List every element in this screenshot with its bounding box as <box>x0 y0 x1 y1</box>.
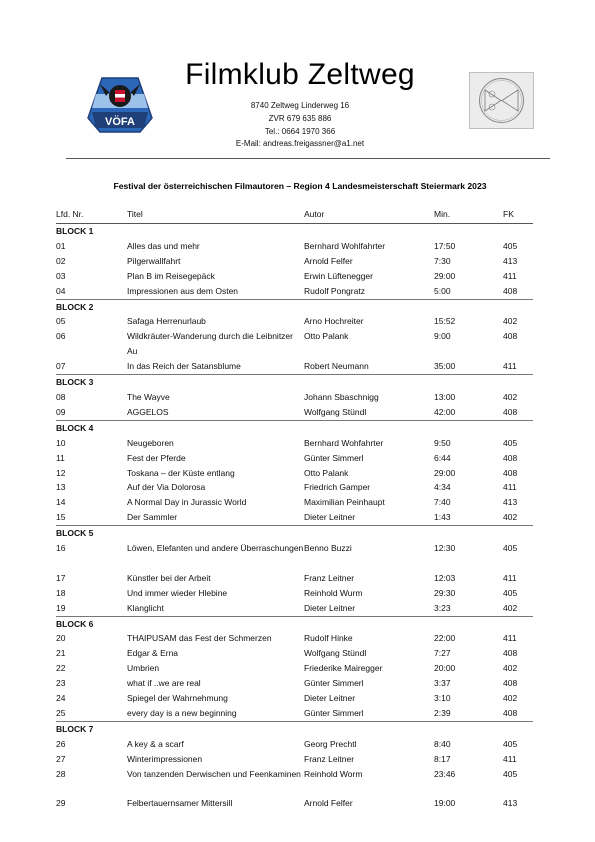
cell-min: 3:23 <box>434 602 451 613</box>
cell-author: Günter Simmerl <box>304 452 364 463</box>
cell-min: 35:00 <box>434 361 456 372</box>
header-divider <box>66 158 550 159</box>
block-header-row <box>56 721 533 736</box>
cell-fk: 411 <box>503 270 517 281</box>
cell-author: Günter Simmerl <box>304 707 364 718</box>
cell-title: Neugeboren <box>127 437 174 448</box>
cell-title: THAIPUSAM das Fest der Schmerzen <box>127 633 272 644</box>
cell-author: Otto Palank <box>304 331 349 342</box>
cell-nr: 17 <box>56 572 66 583</box>
table-row <box>56 752 533 767</box>
table-row <box>56 706 533 721</box>
table-row <box>56 495 533 510</box>
cell-nr: 23 <box>56 678 66 689</box>
cell-nr: 19 <box>56 602 66 613</box>
cell-title: Toskana – der Küste entlang <box>127 467 235 478</box>
cell-title: Plan B im Reisegepäck <box>127 270 215 281</box>
cell-min: 19:00 <box>434 798 456 809</box>
cell-title: Winterimpressionen <box>127 753 203 764</box>
table-row <box>56 601 533 616</box>
cell-author: Bernhard Wohlfahrter <box>304 240 386 251</box>
cell-title: Künstler bei der Arbeit <box>127 572 211 583</box>
cell-title: Auf der Via Dolorosa <box>127 482 206 493</box>
column-header-nr: Lfd. Nr. <box>56 209 84 219</box>
club-title: Filmklub Zeltweg <box>185 58 415 91</box>
cell-title: Löwen, Elefanten und andere Überraschungen <box>127 543 304 554</box>
zvr-number: ZVR 679 635 886 <box>268 114 332 123</box>
cell-min: 8:17 <box>434 753 451 764</box>
column-header-title: Titel <box>127 209 143 219</box>
cell-min: 15:52 <box>434 316 456 327</box>
cell-nr: 13 <box>56 482 66 493</box>
column-header-fk: FK <box>503 209 514 219</box>
table-row <box>56 254 533 269</box>
block-label: BLOCK 6 <box>56 616 533 631</box>
column-header-author: Autor <box>304 209 325 219</box>
cell-fk: 402 <box>503 391 518 402</box>
cell-min: 13:00 <box>434 391 456 402</box>
cell-min: 17:50 <box>434 240 456 251</box>
table-row <box>56 737 533 752</box>
cell-title: Impressionen aus dem Osten <box>127 285 239 296</box>
table-row <box>56 796 533 811</box>
block-label: BLOCK 4 <box>56 420 533 435</box>
cell-min: 6:44 <box>434 452 451 463</box>
cell-nr: 02 <box>56 255 66 266</box>
cell-fk: 408 <box>503 331 518 342</box>
phone-number: Tel.: 0664 1970 366 <box>264 127 336 136</box>
cell-nr: 22 <box>56 663 66 674</box>
film-list-body <box>56 224 533 812</box>
cell-author: Benno Buzzi <box>304 543 352 554</box>
cell-fk: 408 <box>503 406 518 417</box>
address-line: 8740 Zeltweg Linderweg 16 <box>250 101 350 110</box>
cell-fk: 413 <box>503 798 518 809</box>
block-label: BLOCK 2 <box>56 299 533 314</box>
email-address: E-Mail: andreas.freigassner@a1.net <box>235 139 365 148</box>
cell-author: Arnold Felfer <box>304 798 353 809</box>
table-row <box>56 631 533 646</box>
cell-min: 3:37 <box>434 678 451 689</box>
cell-nr: 27 <box>56 753 66 764</box>
cell-fk: 405 <box>503 587 518 598</box>
cell-author: Günter Simmerl <box>304 678 364 689</box>
cell-fk: 411 <box>503 361 517 372</box>
cell-nr: 21 <box>56 648 66 659</box>
cell-min: 12:03 <box>434 572 456 583</box>
cell-nr: 03 <box>56 270 66 281</box>
cell-title: A key & a scarf <box>127 738 184 749</box>
cell-nr: 09 <box>56 406 66 417</box>
cell-min: 20:00 <box>434 663 456 674</box>
cell-title: Der Sammler <box>127 512 178 523</box>
cell-title: what if ..we are real <box>127 678 201 689</box>
cell-author: Reinhold Worm <box>304 768 363 779</box>
cell-nr: 06 <box>56 331 66 342</box>
table-row <box>56 541 533 571</box>
cell-nr: 28 <box>56 768 66 779</box>
cell-fk: 411 <box>503 572 517 583</box>
cell-title: Von tanzenden Derwischen und Feenkaminen <box>127 768 301 779</box>
cell-title: Felbertauernsamer Mittersill <box>127 798 233 809</box>
film-emblem-icon <box>469 72 534 129</box>
cell-fk: 408 <box>503 678 518 689</box>
cell-title: A Normal Day in Jurassic World <box>127 497 247 508</box>
cell-author: Reinhold Wurm <box>304 587 363 598</box>
table-row <box>56 269 533 284</box>
table-row <box>56 661 533 676</box>
block-label: BLOCK 3 <box>56 375 533 390</box>
cell-fk: 413 <box>503 255 518 266</box>
block-label: BLOCK 1 <box>56 224 533 239</box>
voefa-logo-text: VÖFA <box>105 116 135 128</box>
table-row <box>56 390 533 405</box>
cell-nr: 20 <box>56 633 66 644</box>
cell-fk: 411 <box>503 753 517 764</box>
table-row <box>56 284 533 299</box>
table-row <box>56 767 533 797</box>
cell-nr: 14 <box>56 497 66 508</box>
cell-min: 7:40 <box>434 497 451 508</box>
cell-author: Dieter Leitner <box>304 693 356 704</box>
cell-title: Und immer wieder Hlebine <box>127 587 228 598</box>
cell-min: 29:30 <box>434 587 456 598</box>
cell-title: Spiegel der Wahrnehmung <box>127 693 228 704</box>
cell-author: Wolfgang Stündl <box>304 648 367 659</box>
cell-author: Friedrich Gamper <box>304 482 371 493</box>
cell-fk: 408 <box>503 648 518 659</box>
cell-fk: 411 <box>503 482 517 493</box>
table-row <box>56 691 533 706</box>
table-row <box>56 466 533 481</box>
table-row <box>56 480 533 495</box>
cell-min: 1:43 <box>434 512 451 523</box>
cell-min: 42:00 <box>434 406 456 417</box>
cell-fk: 405 <box>503 437 518 448</box>
film-list-table <box>56 208 533 811</box>
cell-author: Arnold Felfer <box>304 255 353 266</box>
table-row <box>56 239 533 254</box>
block-header-row <box>56 375 533 390</box>
cell-min: 4:34 <box>434 482 451 493</box>
table-row <box>56 676 533 691</box>
table-header-row <box>56 208 533 224</box>
cell-nr: 26 <box>56 738 66 749</box>
cell-fk: 408 <box>503 285 518 296</box>
cell-fk: 402 <box>503 512 518 523</box>
cell-min: 2:39 <box>434 707 451 718</box>
cell-title: AGGELOS <box>127 406 169 417</box>
cell-fk: 402 <box>503 693 518 704</box>
cell-title: every day is a new beginning <box>127 707 237 718</box>
cell-title: Fest der Pferde <box>127 452 186 463</box>
cell-min: 29:00 <box>434 467 456 478</box>
cell-min: 12:30 <box>434 543 456 554</box>
cell-min: 9:00 <box>434 331 451 342</box>
cell-author: Dieter Leitner <box>304 602 356 613</box>
table-row <box>56 451 533 466</box>
cell-nr: 29 <box>56 798 66 809</box>
cell-title: Wildkräuter-Wanderung durch die Leibnitzer Au <box>127 331 293 357</box>
cell-author: Dieter Leitner <box>304 512 356 523</box>
cell-fk: 405 <box>503 768 518 779</box>
cell-fk: 413 <box>503 497 518 508</box>
cell-nr: 01 <box>56 240 66 251</box>
cell-nr: 10 <box>56 437 66 448</box>
cell-min: 3:10 <box>434 693 451 704</box>
festival-title: Festival der österreichischen Filmautoren – Region 4 Landesmeisterschaft Steiermark 2023 <box>113 181 487 191</box>
cell-title: Klanglicht <box>127 602 164 613</box>
block-header-row <box>56 526 533 541</box>
cell-title: In das Reich der Satansblume <box>127 361 241 372</box>
cell-fk: 405 <box>503 543 518 554</box>
table-row <box>56 405 533 420</box>
cell-author: Wolfgang Stündl <box>304 406 367 417</box>
table-row <box>56 359 533 374</box>
table-row <box>56 314 533 329</box>
cell-title: Safaga Herrenurlaub <box>127 316 206 327</box>
cell-nr: 08 <box>56 391 66 402</box>
cell-fk: 405 <box>503 240 518 251</box>
cell-min: 8:40 <box>434 738 451 749</box>
cell-author: Friederike Mairegger <box>304 663 383 674</box>
table-row <box>56 510 533 525</box>
cell-author: Erwin Lüftenegger <box>304 270 373 281</box>
cell-title: Edgar & Erna <box>127 648 179 659</box>
cell-nr: 25 <box>56 707 66 718</box>
block-label: BLOCK 7 <box>56 721 533 736</box>
table-row <box>56 646 533 661</box>
table-row <box>56 329 533 359</box>
cell-nr: 24 <box>56 693 66 704</box>
block-header-row <box>56 616 533 631</box>
cell-author: Johann Sbaschnigg <box>304 391 379 402</box>
cell-title: Alles das und mehr <box>127 240 200 251</box>
cell-min: 7:27 <box>434 648 451 659</box>
table-row <box>56 436 533 451</box>
cell-fk: 408 <box>503 707 518 718</box>
cell-author: Rudolf Hinke <box>304 633 353 644</box>
table-row <box>56 586 533 601</box>
cell-fk: 402 <box>503 663 518 674</box>
cell-nr: 16 <box>56 543 66 554</box>
cell-author: Maximilian Peinhaupt <box>304 497 385 508</box>
cell-title: The Wayve <box>127 391 170 402</box>
cell-min: 5:00 <box>434 285 451 296</box>
cell-min: 22:00 <box>434 633 456 644</box>
cell-nr: 04 <box>56 285 66 296</box>
block-header-row <box>56 224 533 239</box>
cell-fk: 408 <box>503 467 518 478</box>
cell-fk: 402 <box>503 316 518 327</box>
cell-fk: 411 <box>503 633 517 644</box>
block-header-row <box>56 299 533 314</box>
cell-author: Rudolf Pongratz <box>304 285 365 296</box>
voefa-logo-icon <box>86 72 154 138</box>
block-header-row <box>56 420 533 435</box>
cell-author: Arno Hochreiter <box>304 316 364 327</box>
cell-min: 23:46 <box>434 768 456 779</box>
column-header-min: Min. <box>434 209 451 219</box>
cell-author: Otto Palank <box>304 467 349 478</box>
cell-fk: 408 <box>503 452 518 463</box>
cell-min: 29:00 <box>434 270 456 281</box>
cell-nr: 15 <box>56 512 66 523</box>
table-row <box>56 571 533 586</box>
cell-title: Pilgerwallfahrt <box>127 255 181 266</box>
cell-fk: 402 <box>503 602 518 613</box>
cell-nr: 11 <box>56 452 65 463</box>
cell-author: Bernhard Wohfahrter <box>304 437 384 448</box>
cell-nr: 07 <box>56 361 66 372</box>
block-label: BLOCK 5 <box>56 526 533 541</box>
cell-fk: 405 <box>503 738 518 749</box>
cell-author: Franz Leitner <box>304 572 355 583</box>
cell-author: Georg Prechtl <box>304 738 357 749</box>
cell-nr: 18 <box>56 587 66 598</box>
cell-nr: 05 <box>56 316 66 327</box>
cell-min: 7:30 <box>434 255 451 266</box>
cell-author: Franz Leitner <box>304 753 355 764</box>
cell-min: 9:50 <box>434 437 451 448</box>
cell-author: Robert Neumann <box>304 361 369 372</box>
cell-title: Umbrien <box>127 663 160 674</box>
cell-nr: 12 <box>56 467 66 478</box>
